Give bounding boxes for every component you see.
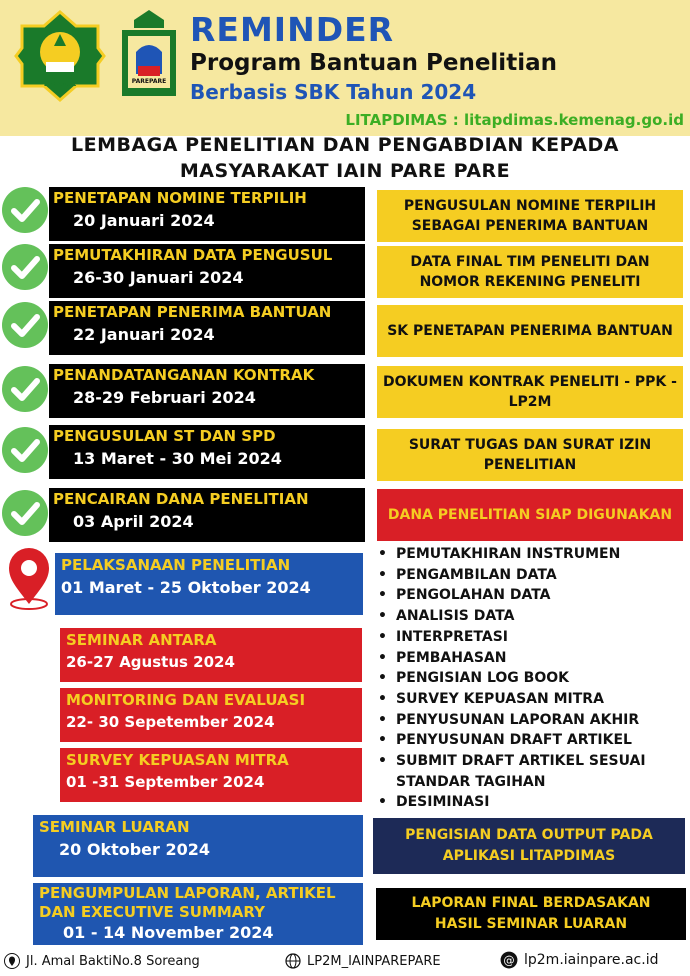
seminar-luaran-output: PENGISIAN DATA OUTPUT PADA APLIKASI LITAPDIMAS <box>373 818 685 874</box>
logo-left-text: IKHLAS BERAMAL <box>43 74 77 88</box>
list-item: • PENYUSUNAN LAPORAN AKHIR <box>378 710 690 731</box>
check-icon <box>2 490 48 536</box>
timeline-step <box>49 244 365 298</box>
program-year: Berbasis SBK Tahun 2024 <box>190 80 477 104</box>
check-icon <box>2 366 48 412</box>
kemenag-logo <box>14 10 106 102</box>
pelaksanaan-box <box>55 553 363 615</box>
list-item: • PEMUTAKHIRAN INSTRUMEN <box>378 544 690 565</box>
location-icon <box>4 953 20 969</box>
check-icon <box>2 244 48 290</box>
timeline-step <box>49 488 365 542</box>
at-icon <box>500 951 518 969</box>
list-item: • PENYUSUNAN DRAFT ARTIKEL <box>378 730 690 751</box>
check-icon <box>2 302 48 348</box>
seminar-luaran-date: 20 Oktober 2024 <box>59 840 211 859</box>
step-title: PENCAIRAN DANA PENELITIAN <box>53 490 309 508</box>
event-date: 26-27 Agustus 2024 <box>66 653 235 671</box>
step-output: DOKUMEN KONTRAK PENELITI - PPK - LP2M <box>377 366 683 418</box>
step-date: 22 Januari 2024 <box>73 325 215 344</box>
logo-right-text: PAREPARE <box>131 78 167 85</box>
program-subtitle: Program Bantuan Penelitian <box>190 50 557 76</box>
reminder-title: REMINDER <box>190 10 395 49</box>
step-title: PENANDATANGANAN KONTRAK <box>53 366 315 384</box>
step-date: 28-29 Februari 2024 <box>73 388 256 407</box>
list-item: • DESIMINASI <box>378 792 690 813</box>
step-output: PENGUSULAN NOMINE TERPILIH SEBAGAI PENERIMA BANTUAN <box>377 190 683 242</box>
footer-social[interactable] <box>285 953 441 969</box>
web-text: lp2m.iainpare.ac.id <box>524 952 659 968</box>
step-title: PENGUSULAN ST DAN SPD <box>53 427 276 445</box>
pengumpulan-title-1: PENGUMPULAN LAPORAN, ARTIKEL <box>39 884 336 902</box>
timeline-step <box>49 301 365 355</box>
list-item: • INTERPRETASI <box>378 627 690 648</box>
institution-line-1: LEMBAGA PENELITIAN DAN PENGABDIAN KEPADA <box>70 134 619 156</box>
iain-logo <box>114 8 184 104</box>
seminar-luaran-box <box>33 815 363 877</box>
list-item: • PEMBAHASAN <box>378 648 690 669</box>
institution-line-2: MASYARAKAT IAIN PARE PARE <box>179 160 511 182</box>
timeline-step <box>49 187 365 241</box>
social-text: LP2M_IAINPAREPARE <box>307 953 441 969</box>
footer-address <box>4 953 200 969</box>
activity-list <box>378 544 690 813</box>
step-date: 26-30 Januari 2024 <box>73 268 244 287</box>
red-event-box <box>60 688 362 742</box>
step-date: 13 Maret - 30 Mei 2024 <box>73 449 282 468</box>
pengumpulan-box <box>33 883 363 945</box>
event-date: 22- 30 Sepetember 2024 <box>66 713 275 731</box>
list-item: • PENGOLAHAN DATA <box>378 585 690 606</box>
svg-text:@: @ <box>503 953 515 967</box>
event-title: SEMINAR ANTARA <box>66 631 217 649</box>
pelaksanaan-title: PELAKSANAAN PENELITIAN <box>61 556 291 574</box>
step-title: PEMUTAKHIRAN DATA PENGUSUL <box>53 246 333 264</box>
step-output: SK PENETAPAN PENERIMA BANTUAN <box>377 305 683 357</box>
step-title: PENETAPAN NOMINE TERPILIH <box>53 189 307 207</box>
event-date: 01 -31 September 2024 <box>66 773 265 791</box>
footer-web[interactable] <box>500 951 658 969</box>
list-item: • ANALISIS DATA <box>378 606 690 627</box>
step-output: DANA PENELITIAN SIAP DIGUNAKAN <box>377 489 683 541</box>
location-pin-icon <box>5 548 53 610</box>
pengumpulan-output: LAPORAN FINAL BERDASAKAN HASIL SEMINAR LUARAN <box>376 888 686 940</box>
list-item: • SURVEY KEPUASAN MITRA <box>378 689 690 710</box>
list-item: • PENGAMBILAN DATA <box>378 565 690 586</box>
event-title: SURVEY KEPUASAN MITRA <box>66 751 289 769</box>
pengumpulan-date: 01 - 14 November 2024 <box>63 923 274 942</box>
list-item: • SUBMIT DRAFT ARTIKEL SESUAI STANDAR TAGIHAN <box>378 751 690 792</box>
step-title: PENETAPAN PENERIMA BANTUAN <box>53 303 332 321</box>
step-output: DATA FINAL TIM PENELITI DAN NOMOR REKENING PENELITI <box>377 246 683 298</box>
red-event-box <box>60 748 362 802</box>
event-title: MONITORING DAN EVALUASI <box>66 691 306 709</box>
address-text: Jl. Amal BaktiNo.8 Soreang <box>26 953 200 969</box>
pengumpulan-title-2: DAN EXECUTIVE SUMMARY <box>39 903 266 921</box>
litapdimas-link[interactable]: LITAPDIMAS : litapdimas.kemenag.go.id <box>345 111 684 129</box>
seminar-luaran-title: SEMINAR LUARAN <box>39 818 190 836</box>
timeline-step <box>49 425 365 479</box>
globe-icon <box>285 953 301 969</box>
timeline-step <box>49 364 365 418</box>
red-event-box <box>60 628 362 682</box>
check-icon <box>2 427 48 473</box>
institution-name <box>0 132 690 184</box>
step-date: 20 Januari 2024 <box>73 211 215 230</box>
list-item: • PENGISIAN LOG BOOK <box>378 668 690 689</box>
pelaksanaan-date: 01 Maret - 25 Oktober 2024 <box>61 578 311 597</box>
step-output: SURAT TUGAS DAN SURAT IZIN PENELITIAN <box>377 429 683 481</box>
step-date: 03 April 2024 <box>73 512 194 531</box>
check-icon <box>2 187 48 233</box>
